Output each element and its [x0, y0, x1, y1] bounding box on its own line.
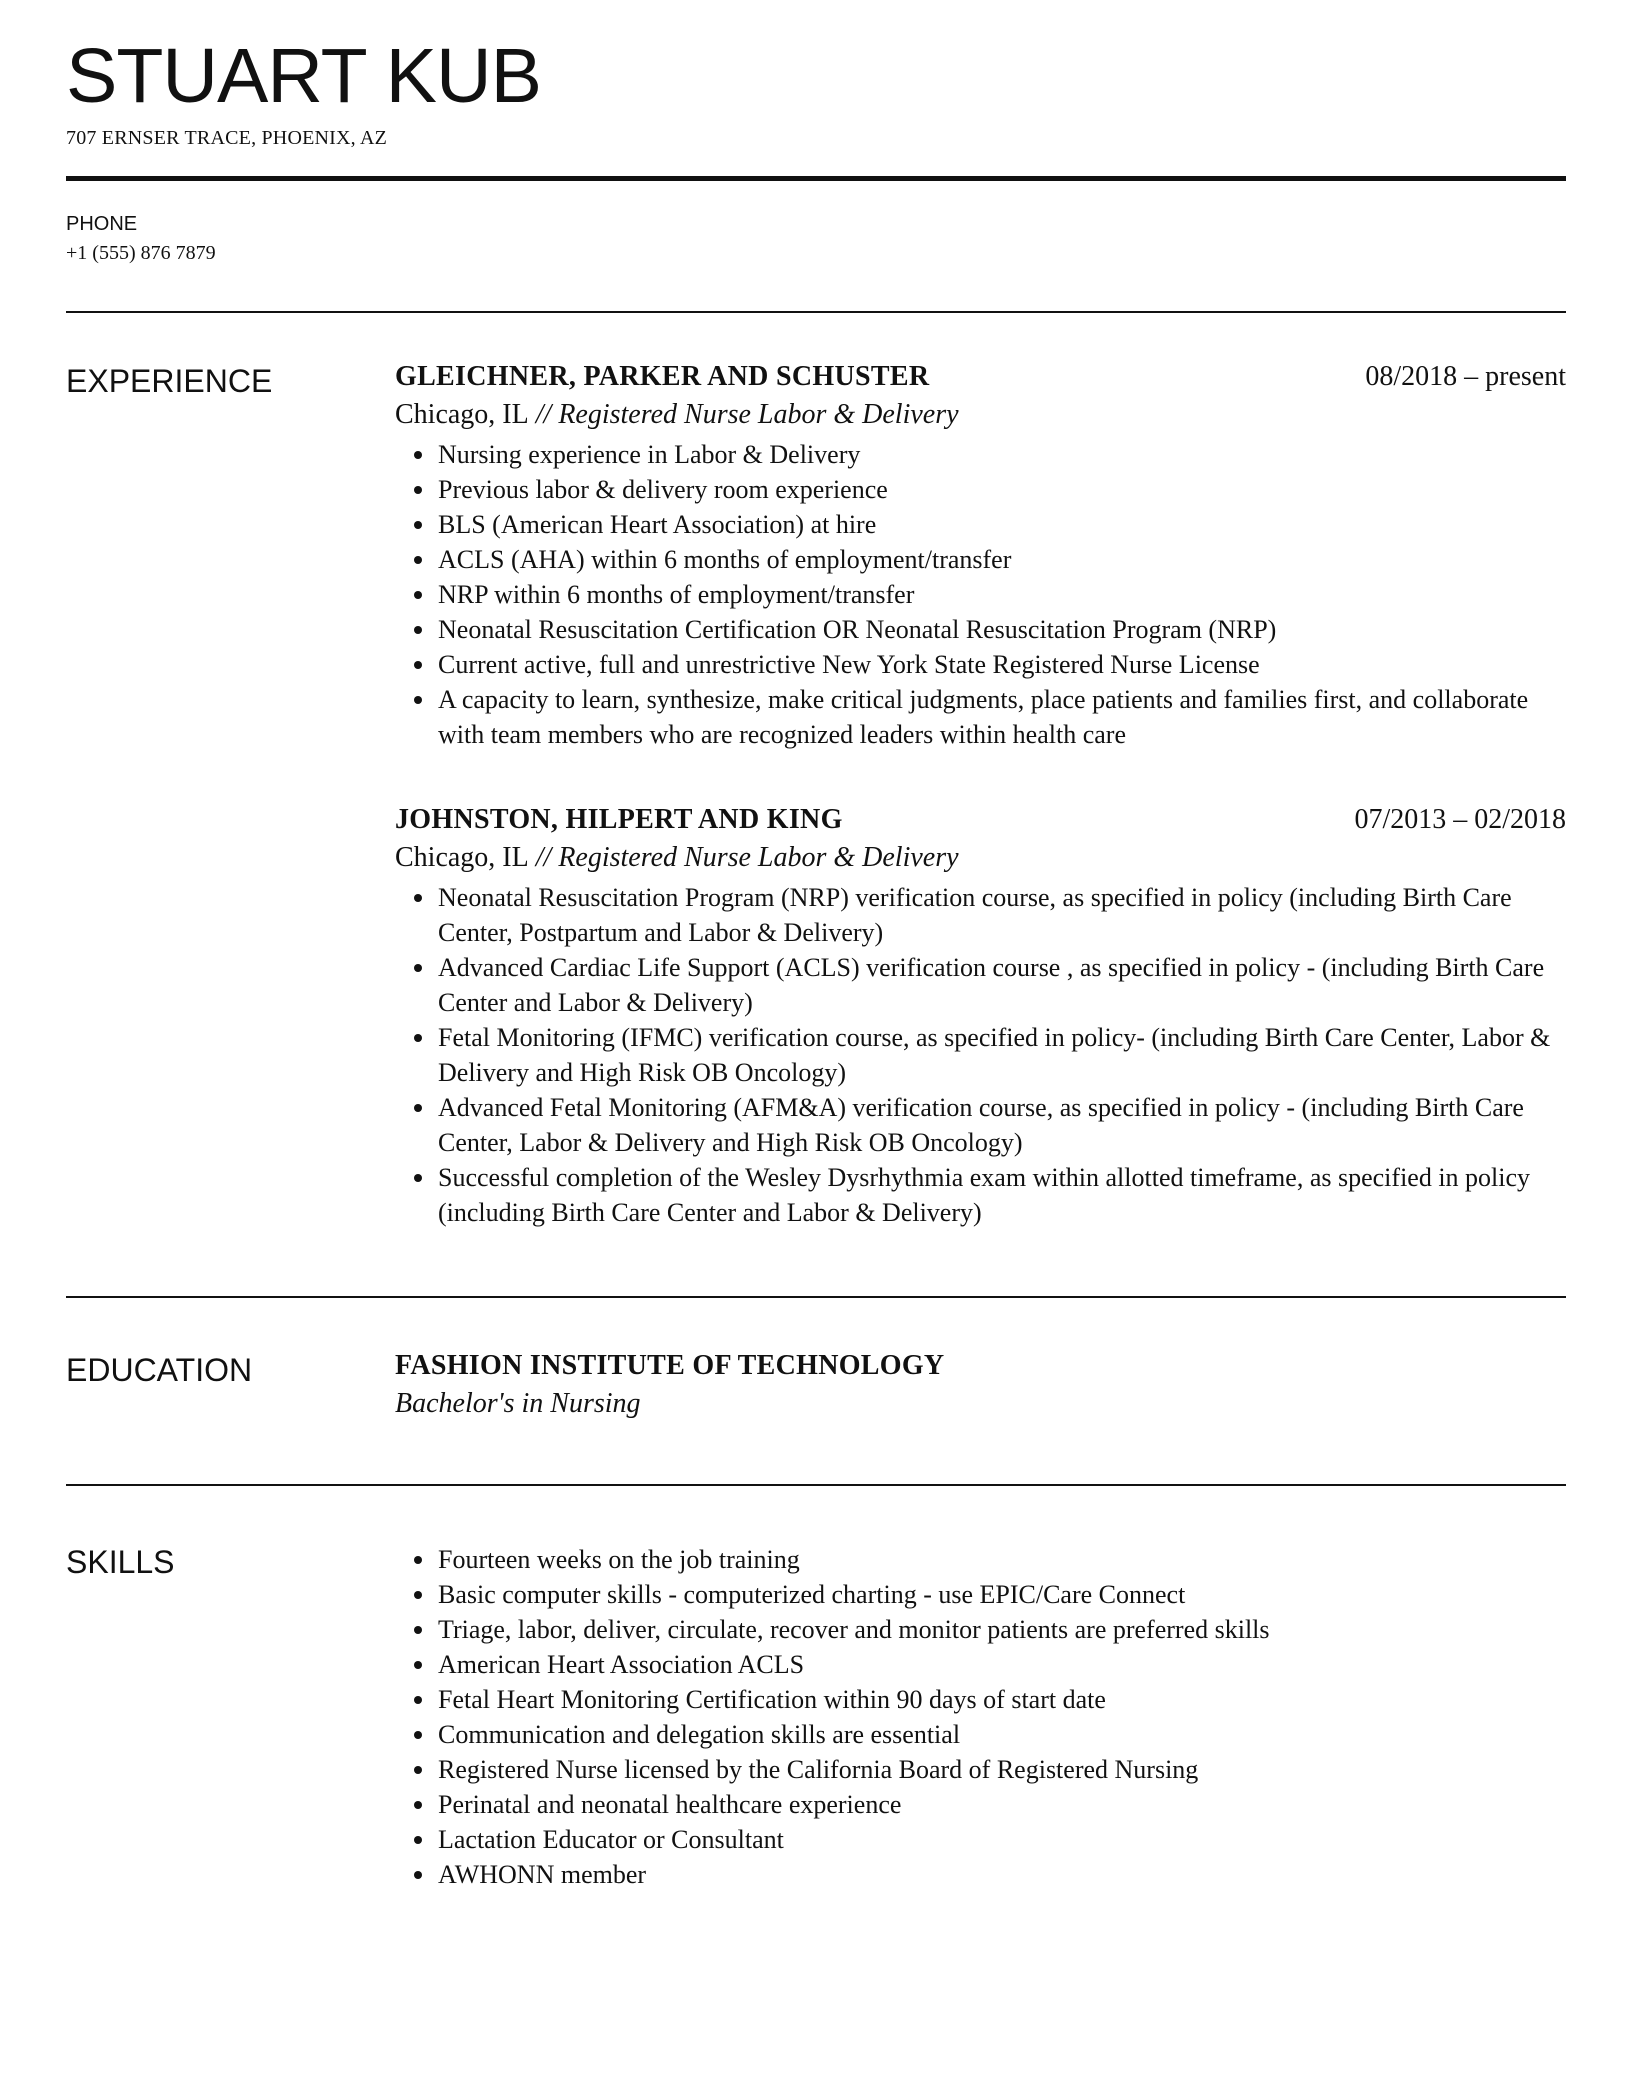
job-dates: 07/2013 – 02/2018	[1354, 804, 1566, 835]
skill-item: Communication and delegation skills are essential	[395, 1717, 1566, 1752]
job-location: Chicago, IL	[395, 399, 529, 430]
skill-item: Perinatal and neonatal healthcare experience	[395, 1787, 1566, 1822]
company-name: JOHNSTON, HILPERT AND KING	[395, 804, 843, 835]
job-dates: 08/2018 – present	[1365, 361, 1566, 392]
school-name: FASHION INSTITUTE OF TECHNOLOGY	[395, 1350, 945, 1381]
job-header	[395, 361, 1566, 393]
job-bullet: ACLS (AHA) within 6 months of employment/transfer	[395, 542, 1566, 577]
job-bullet-list	[395, 880, 1566, 1230]
job-role: Registered Nurse Labor & Delivery	[558, 399, 959, 430]
experience-divider	[66, 1296, 1566, 1298]
job-bullet: Successful completion of the Wesley Dysrhythmia exam within allotted timeframe, as specified in policy (including Birth Care Center and Labor & Delivery)	[395, 1160, 1566, 1230]
role-separator: //	[528, 399, 559, 430]
job-entry	[395, 804, 1566, 1230]
degree: Bachelor's in Nursing	[395, 1388, 641, 1419]
job-entry	[395, 361, 1566, 752]
candidate-name: STUART KUB	[66, 33, 541, 119]
job-header	[395, 804, 1566, 836]
phone-label: PHONE	[66, 213, 138, 235]
phone-value: +1 (555) 876 7879	[66, 242, 216, 264]
job-bullet: Neonatal Resuscitation Certification OR Neonatal Resuscitation Program (NRP)	[395, 612, 1566, 647]
skill-item: American Heart Association ACLS	[395, 1647, 1566, 1682]
role-separator: //	[528, 842, 559, 873]
job-bullet: Nursing experience in Labor & Delivery	[395, 437, 1566, 472]
job-bullet: Advanced Cardiac Life Support (ACLS) verification course , as specified in policy - (including Birth Care Center and Labor & Delivery)	[395, 950, 1566, 1020]
job-role: Registered Nurse Labor & Delivery	[558, 842, 959, 873]
job-location-role	[395, 399, 1566, 431]
job-bullet: Current active, full and unrestrictive New York State Registered Nurse License	[395, 647, 1566, 682]
skill-item: Fetal Heart Monitoring Certification within 90 days of start date	[395, 1682, 1566, 1717]
contact-block	[66, 211, 1566, 267]
experience-body	[395, 361, 1566, 1230]
header-divider	[66, 176, 1566, 181]
skills-heading: SKILLS	[66, 1544, 175, 1580]
company-name: GLEICHNER, PARKER AND SCHUSTER	[395, 361, 930, 392]
education-heading: EDUCATION	[66, 1352, 253, 1388]
job-bullet: Previous labor & delivery room experience	[395, 472, 1566, 507]
job-bullet-list	[395, 437, 1566, 752]
job-bullet: NRP within 6 months of employment/transfer	[395, 577, 1566, 612]
experience-section	[66, 361, 1566, 1230]
experience-heading: EXPERIENCE	[66, 363, 273, 399]
job-bullet: BLS (American Heart Association) at hire	[395, 507, 1566, 542]
skill-item: Basic computer skills - computerized charting - use EPIC/Care Connect	[395, 1577, 1566, 1612]
skill-item: AWHONN member	[395, 1857, 1566, 1892]
candidate-address: 707 ERNSER TRACE, PHOENIX, AZ	[66, 127, 388, 149]
contact-divider	[66, 311, 1566, 313]
job-location: Chicago, IL	[395, 842, 529, 873]
skill-item: Lactation Educator or Consultant	[395, 1822, 1566, 1857]
job-bullet: A capacity to learn, synthesize, make critical judgments, place patients and families first, and collaborate with team members who are recognized leaders within health care	[395, 682, 1566, 752]
skills-list	[395, 1542, 1566, 1892]
skills-section	[66, 1542, 1566, 1892]
skill-item: Triage, labor, deliver, circulate, recover and monitor patients are preferred skills	[395, 1612, 1566, 1647]
skills-body	[395, 1542, 1566, 1892]
education-section	[66, 1350, 1566, 1420]
education-divider	[66, 1484, 1566, 1486]
skill-item: Registered Nurse licensed by the California Board of Registered Nursing	[395, 1752, 1566, 1787]
job-location-role	[395, 842, 1566, 874]
job-bullet: Fetal Monitoring (IFMC) verification course, as specified in policy- (including Birth Care Center, Labor & Delivery and High Risk OB Oncology)	[395, 1020, 1566, 1090]
skill-item: Fourteen weeks on the job training	[395, 1542, 1566, 1577]
job-bullet: Advanced Fetal Monitoring (AFM&A) verification course, as specified in policy - (including Birth Care Center, Labor & Delivery and High Risk OB Oncology)	[395, 1090, 1566, 1160]
job-bullet: Neonatal Resuscitation Program (NRP) verification course, as specified in policy (including Birth Care Center, Postpartum and Labor & Delivery)	[395, 880, 1566, 950]
education-body	[395, 1350, 1566, 1420]
